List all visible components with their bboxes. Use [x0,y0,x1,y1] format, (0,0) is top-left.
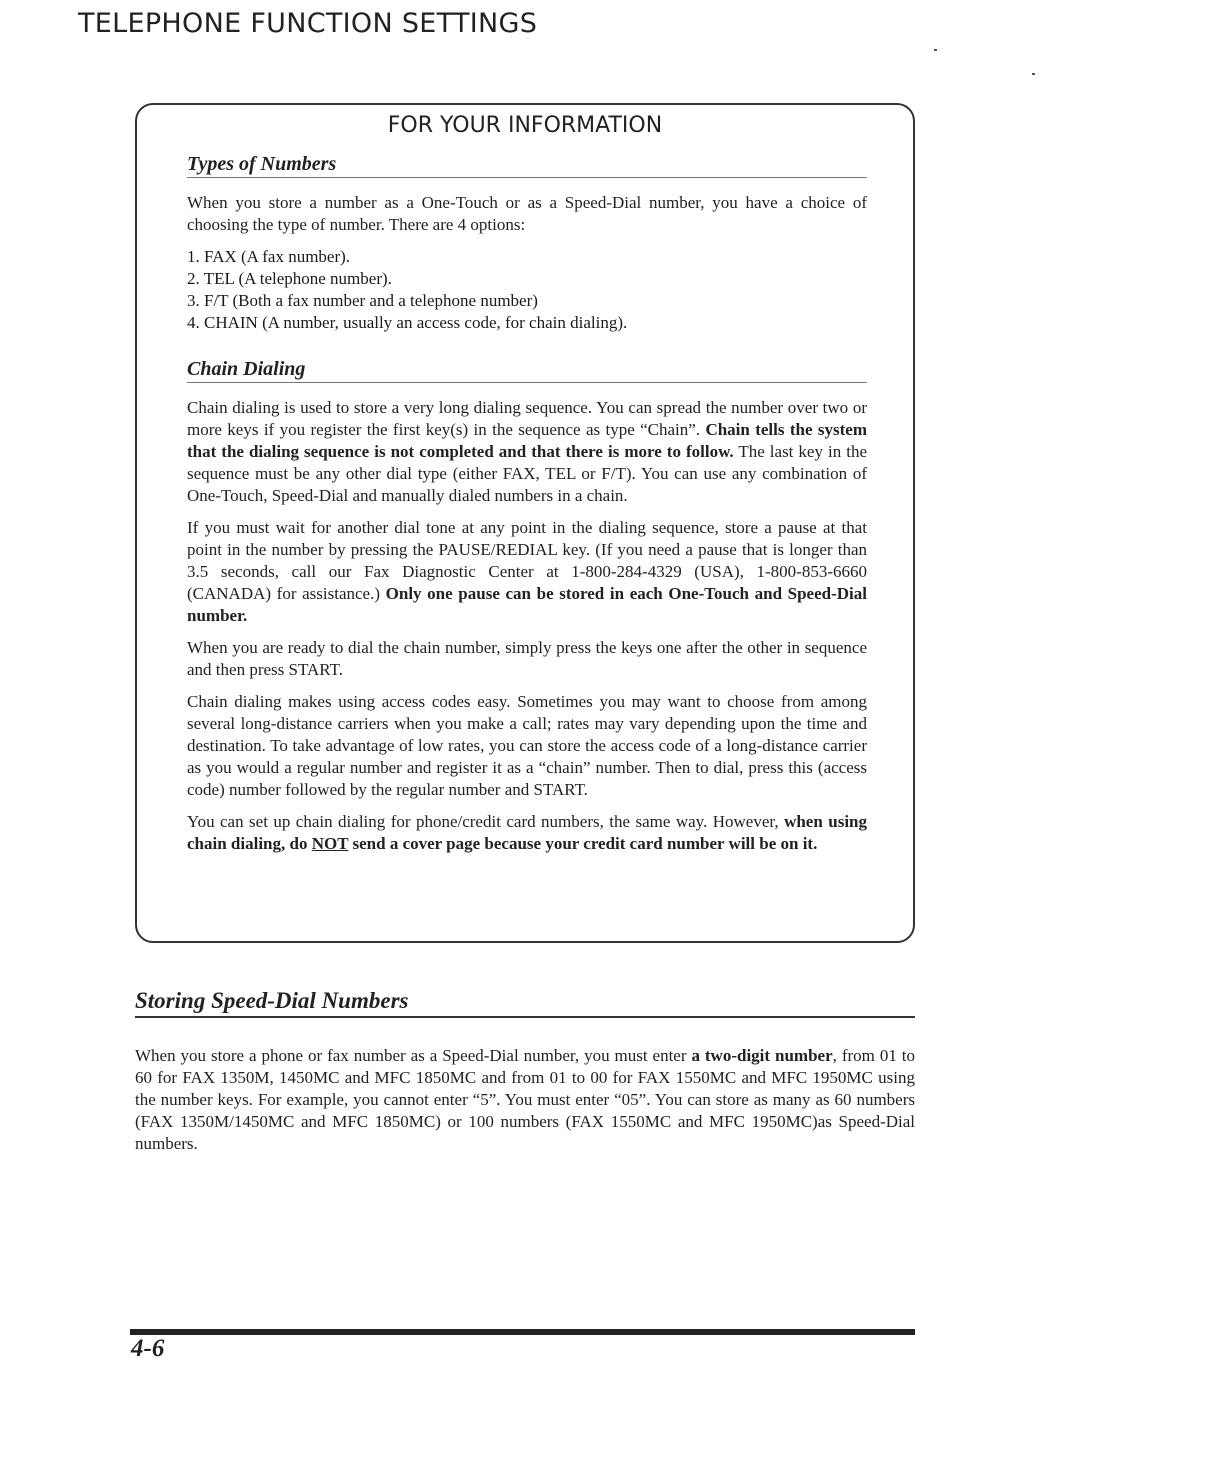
not-emphasis: NOT [311,834,349,853]
section-body [135,1045,915,1155]
text-run: The last key in the sequence must be any other dial type (either FAX, TEL or F/T). You can use any combination of One-Touch, Speed-Dial and manually dialed numbers in a chain. [187,442,867,505]
chain-paragraph-4: Chain dialing makes using access codes easy. Sometimes you may want to choose from among several long-distance carriers when you make a call; rates may vary depending upon the time and destination. To take advantage of low rates, you can store the access code of a long-distance carrier as you would a regular number and register it as a “chain” number. Then to dial, press this (access code) number followed by the regular number and START. [187,692,867,799]
text-run: , from 01 to 60 for FAX 1350M, 1450MC and MFC 1850MC and from 01 to 00 for FAX 1550MC and MFC 1950MC using the number keys. For example, you cannot enter “5”. You must enter “05”. You can store as many as 60 numbers (FAX 1350M/1450MC and MFC 1850MC) or 100 numbers (FAX 1550MC and MFC 1950MC)as Speed-Dial numbers. [135,1046,915,1153]
info-box [135,103,915,943]
chain-paragraph-5 [187,811,867,855]
chain-paragraph-2 [187,517,867,627]
emphasis: a two-digit number [691,1046,833,1065]
page-title: TELEPHONE FUNCTION SETTINGS [78,8,538,39]
chain-paragraph-1 [187,397,867,507]
page-number: 4-6 [131,1335,165,1362]
types-heading: Types of Numbers [187,153,867,178]
types-intro: When you store a number as a One-Touch or as a Speed-Dial number, you have a choice of choosing the type of number. There are 4 options: [187,193,867,234]
chain-heading: Chain Dialing [187,358,867,383]
list-item: 2. TEL (A telephone number). [187,269,392,288]
text-run: When you store a phone or fax number as a Speed-Dial number, you must enter [135,1046,692,1065]
chain-paragraph-3: When you are ready to dial the chain number, simply press the keys one after the other in sequence and then press START. [187,638,867,679]
list-item: 4. CHAIN (A number, usually an access code, for chain dialing). [187,313,628,332]
chain-section [187,358,867,855]
scan-mark [934,49,937,51]
speed-dial-paragraph [135,1045,915,1155]
emphasis: Only one pause can be stored in each One-Touch and Speed-Dial number. [187,584,867,625]
text-run: You can set up chain dialing for phone/credit card numbers, the same way. However, [187,812,785,831]
text-run: send a cover page because your credit card number will be on it. [348,834,818,853]
text-run: Chain dialing is used to store a very long dialing sequence. You can spread the number over two or more keys if you register the first key(s) in the sequence as type “Chain”. [187,398,867,439]
list-item: 1. FAX (A fax number). [187,247,351,266]
types-section [187,153,867,334]
emphasis: Chain tells the system that the dialing sequence is not completed and that there is more to follow. [187,420,867,461]
footer-rule [130,1329,915,1335]
text-run: If you must wait for another dial tone at any point in the dialing sequence, store a pause at that point in the number by pressing the PAUSE/REDIAL key. (If you need a pause that is longer than 3.5 seconds, call our Fax Diagnostic Center at 1-800-284-4329 (USA), 1-800-853-6660 (CANADA) for assistance.) [187,518,867,603]
types-options [187,246,867,334]
scan-mark [1032,73,1035,75]
text-run: when using chain dialing, do [187,812,867,853]
section-heading: Storing Speed-Dial Numbers [135,988,915,1018]
info-box-title: FOR YOUR INFORMATION [387,113,663,138]
list-item: 3. F/T (Both a fax number and a telephone number) [187,291,538,310]
